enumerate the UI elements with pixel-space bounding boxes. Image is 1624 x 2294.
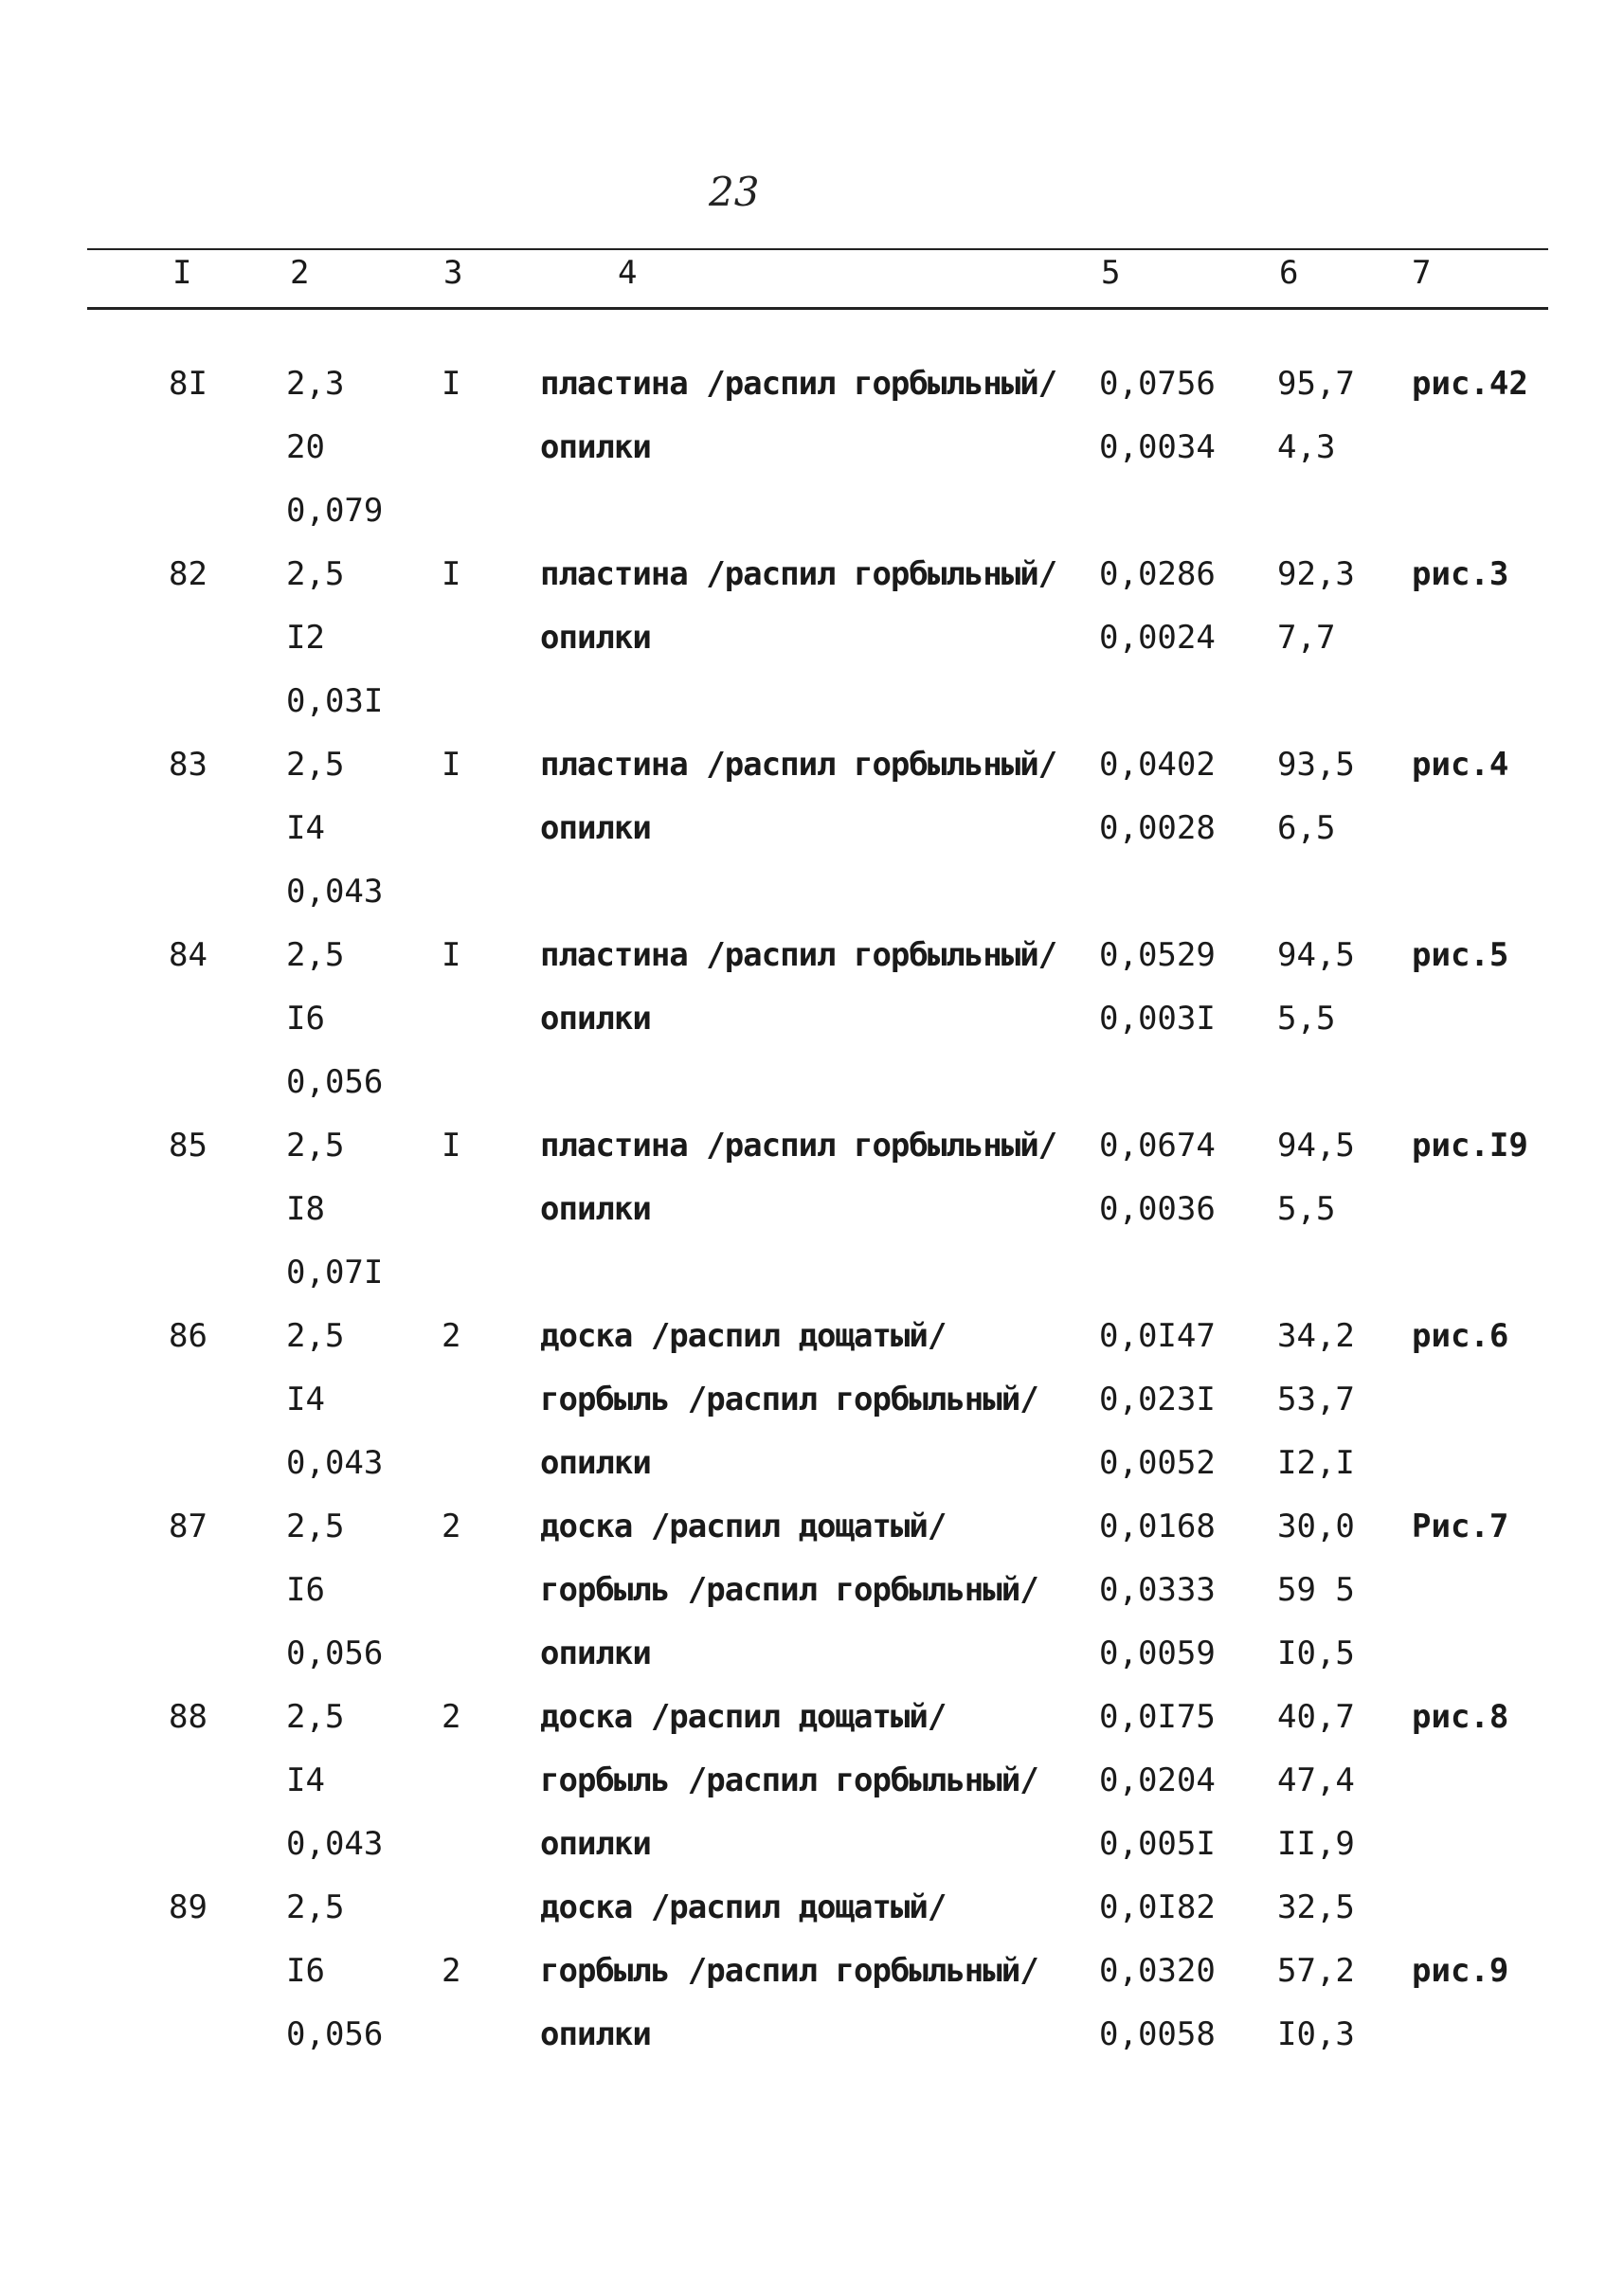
row-number: 89: [169, 1888, 208, 1926]
cell-percent: 32,5: [1277, 1888, 1355, 1926]
header-bottom-rule: [87, 307, 1548, 310]
cell-percent: 6,5: [1277, 809, 1336, 847]
cell-percent: I0,5: [1277, 1635, 1355, 1672]
table-row: [0, 543, 1624, 733]
header-top-rule: [87, 248, 1548, 250]
cell-scheme: I: [442, 746, 461, 784]
cell-scheme: I: [442, 936, 461, 974]
table-row: [0, 1686, 1624, 1876]
cell-product: горбыль /распил горбыльный/: [540, 1952, 1038, 1990]
table-line: [0, 1749, 1624, 1813]
cell-product: опилки: [540, 2015, 651, 2053]
cell-product: опилки: [540, 1444, 651, 1482]
cell-percent: 30,0: [1277, 1508, 1355, 1545]
cell-percent: 59 5: [1277, 1571, 1355, 1609]
cell-product: опилки: [540, 809, 651, 847]
cell-figure-ref: рис.9: [1412, 1952, 1509, 1990]
column-header-3: 3: [443, 254, 463, 292]
cell-parameters: 2,5: [286, 1317, 345, 1355]
cell-volume: 0,0028: [1099, 809, 1216, 847]
cell-volume: 0,0058: [1099, 2015, 1216, 2053]
table-line: [0, 1940, 1624, 2003]
cell-volume: 0,0204: [1099, 1761, 1216, 1799]
table-line: [0, 606, 1624, 670]
cell-parameters: I4: [286, 1381, 325, 1418]
cell-parameters: 0,043: [286, 873, 384, 911]
table-line: [0, 670, 1624, 733]
cell-volume: 0,005I: [1099, 1825, 1216, 1863]
cell-parameters: I4: [286, 1761, 325, 1799]
table-line: [0, 1686, 1624, 1749]
cell-product: опилки: [540, 1190, 651, 1228]
cell-product: опилки: [540, 619, 651, 657]
cell-volume: 0,0402: [1099, 746, 1216, 784]
table-line: [0, 1305, 1624, 1368]
cell-parameters: 2,5: [286, 1508, 345, 1545]
cell-parameters: 0,043: [286, 1444, 384, 1482]
cell-percent: 57,2: [1277, 1952, 1355, 1990]
cell-parameters: 0,043: [286, 1825, 384, 1863]
table-row: [0, 924, 1624, 1114]
cell-volume: 0,0059: [1099, 1635, 1216, 1672]
table-line: [0, 1622, 1624, 1686]
cell-volume: 0,0052: [1099, 1444, 1216, 1482]
cell-parameters: I8: [286, 1190, 325, 1228]
cell-parameters: I6: [286, 1571, 325, 1609]
cell-product: пластина /распил горбыльный/: [540, 936, 1057, 974]
cell-parameters: 0,079: [286, 492, 384, 530]
cell-parameters: 2,5: [286, 1888, 345, 1926]
cell-percent: 93,5: [1277, 746, 1355, 784]
cell-volume: 0,0674: [1099, 1127, 1216, 1165]
cell-percent: I2,I: [1277, 1444, 1355, 1482]
cell-product: пластина /распил горбыльный/: [540, 555, 1057, 593]
cell-parameters: I2: [286, 619, 325, 657]
table-body: [0, 352, 1624, 2067]
cell-product: пластина /распил горбыльный/: [540, 365, 1057, 403]
cell-parameters: 0,056: [286, 2015, 384, 2053]
cell-parameters: 2,5: [286, 1698, 345, 1736]
table-row: [0, 1876, 1624, 2067]
table-line: [0, 1559, 1624, 1622]
column-header-1: I: [172, 254, 192, 292]
cell-volume: 0,0034: [1099, 428, 1216, 466]
cell-parameters: I6: [286, 1000, 325, 1038]
cell-volume: 0,003I: [1099, 1000, 1216, 1038]
cell-scheme: 2: [442, 1952, 461, 1990]
cell-volume: 0,0036: [1099, 1190, 1216, 1228]
cell-figure-ref: рис.4: [1412, 746, 1509, 784]
cell-volume: 0,0333: [1099, 1571, 1216, 1609]
cell-percent: II,9: [1277, 1825, 1355, 1863]
table-row: [0, 733, 1624, 924]
column-header-5: 5: [1101, 254, 1121, 292]
cell-figure-ref: Рис.7: [1412, 1508, 1509, 1545]
table-line: [0, 1876, 1624, 1940]
cell-percent: 7,7: [1277, 619, 1336, 657]
cell-percent: 40,7: [1277, 1698, 1355, 1736]
cell-volume: 0,0286: [1099, 555, 1216, 593]
cell-volume: 0,0756: [1099, 365, 1216, 403]
cell-percent: 53,7: [1277, 1381, 1355, 1418]
row-number: 88: [169, 1698, 208, 1736]
table-line: [0, 479, 1624, 543]
cell-figure-ref: рис.I9: [1412, 1127, 1528, 1165]
row-number: 85: [169, 1127, 208, 1165]
cell-volume: 0,0I82: [1099, 1888, 1216, 1926]
cell-parameters: 2,5: [286, 936, 345, 974]
cell-scheme: I: [442, 365, 461, 403]
table-line: [0, 1813, 1624, 1876]
cell-percent: I0,3: [1277, 2015, 1355, 2053]
column-header-7: 7: [1412, 254, 1432, 292]
cell-parameters: 20: [286, 428, 325, 466]
cell-product: горбыль /распил горбыльный/: [540, 1571, 1038, 1609]
cell-volume: 0,0I47: [1099, 1317, 1216, 1355]
table-line: [0, 2003, 1624, 2067]
cell-parameters: 0,03I: [286, 682, 384, 720]
cell-scheme: 2: [442, 1698, 461, 1736]
cell-product: горбыль /распил горбыльный/: [540, 1381, 1038, 1418]
page-number: 23: [709, 169, 760, 215]
column-header-6: 6: [1279, 254, 1299, 292]
cell-product: опилки: [540, 1635, 651, 1672]
table-row: [0, 1305, 1624, 1495]
cell-figure-ref: рис.6: [1412, 1317, 1509, 1355]
cell-volume: 0,0320: [1099, 1952, 1216, 1990]
row-number: 87: [169, 1508, 208, 1545]
table-line: [0, 987, 1624, 1051]
table-line: [0, 924, 1624, 987]
table-line: [0, 797, 1624, 860]
cell-product: опилки: [540, 1825, 651, 1863]
table-line: [0, 352, 1624, 416]
table-row: [0, 1495, 1624, 1686]
cell-parameters: I4: [286, 809, 325, 847]
cell-scheme: I: [442, 555, 461, 593]
table-line: [0, 1114, 1624, 1178]
cell-figure-ref: рис.8: [1412, 1698, 1509, 1736]
cell-product: горбыль /распил горбыльный/: [540, 1761, 1038, 1799]
cell-product: пластина /распил горбыльный/: [540, 1127, 1057, 1165]
cell-volume: 0,0I75: [1099, 1698, 1216, 1736]
table-line: [0, 1368, 1624, 1432]
table-header: [0, 252, 1624, 301]
cell-volume: 0,0529: [1099, 936, 1216, 974]
table-line: [0, 1241, 1624, 1305]
column-header-4: 4: [618, 254, 638, 292]
cell-figure-ref: рис.42: [1412, 365, 1528, 403]
table-line: [0, 543, 1624, 606]
cell-product: доска /распил дощатый/: [540, 1508, 947, 1545]
row-number: 82: [169, 555, 208, 593]
cell-parameters: 2,3: [286, 365, 345, 403]
cell-parameters: 0,056: [286, 1635, 384, 1672]
cell-percent: 34,2: [1277, 1317, 1355, 1355]
cell-parameters: 2,5: [286, 746, 345, 784]
cell-percent: 94,5: [1277, 1127, 1355, 1165]
cell-product: опилки: [540, 1000, 651, 1038]
cell-percent: 95,7: [1277, 365, 1355, 403]
cell-percent: 94,5: [1277, 936, 1355, 974]
row-number: 8I: [169, 365, 208, 403]
cell-figure-ref: рис.5: [1412, 936, 1509, 974]
table-line: [0, 1178, 1624, 1241]
cell-percent: 5,5: [1277, 1190, 1336, 1228]
cell-percent: 5,5: [1277, 1000, 1336, 1038]
cell-percent: 4,3: [1277, 428, 1336, 466]
table-line: [0, 416, 1624, 479]
cell-parameters: 2,5: [286, 555, 345, 593]
table-line: [0, 1432, 1624, 1495]
column-header-2: 2: [290, 254, 310, 292]
table-row: [0, 352, 1624, 543]
table-row: [0, 1114, 1624, 1305]
cell-percent: 47,4: [1277, 1761, 1355, 1799]
cell-scheme: 2: [442, 1508, 461, 1545]
cell-percent: 92,3: [1277, 555, 1355, 593]
cell-figure-ref: рис.3: [1412, 555, 1509, 593]
table-line: [0, 1051, 1624, 1114]
cell-parameters: 0,056: [286, 1063, 384, 1101]
cell-volume: 0,0168: [1099, 1508, 1216, 1545]
cell-volume: 0,023I: [1099, 1381, 1216, 1418]
row-number: 86: [169, 1317, 208, 1355]
cell-product: доска /распил дощатый/: [540, 1888, 947, 1926]
table-line: [0, 860, 1624, 924]
row-number: 83: [169, 746, 208, 784]
cell-parameters: 2,5: [286, 1127, 345, 1165]
cell-product: доска /распил дощатый/: [540, 1698, 947, 1736]
cell-product: пластина /распил горбыльный/: [540, 746, 1057, 784]
cell-product: доска /распил дощатый/: [540, 1317, 947, 1355]
table-line: [0, 733, 1624, 797]
cell-scheme: 2: [442, 1317, 461, 1355]
cell-scheme: I: [442, 1127, 461, 1165]
table-line: [0, 1495, 1624, 1559]
row-number: 84: [169, 936, 208, 974]
cell-volume: 0,0024: [1099, 619, 1216, 657]
cell-product: опилки: [540, 428, 651, 466]
cell-parameters: 0,07I: [286, 1254, 384, 1292]
cell-parameters: I6: [286, 1952, 325, 1990]
